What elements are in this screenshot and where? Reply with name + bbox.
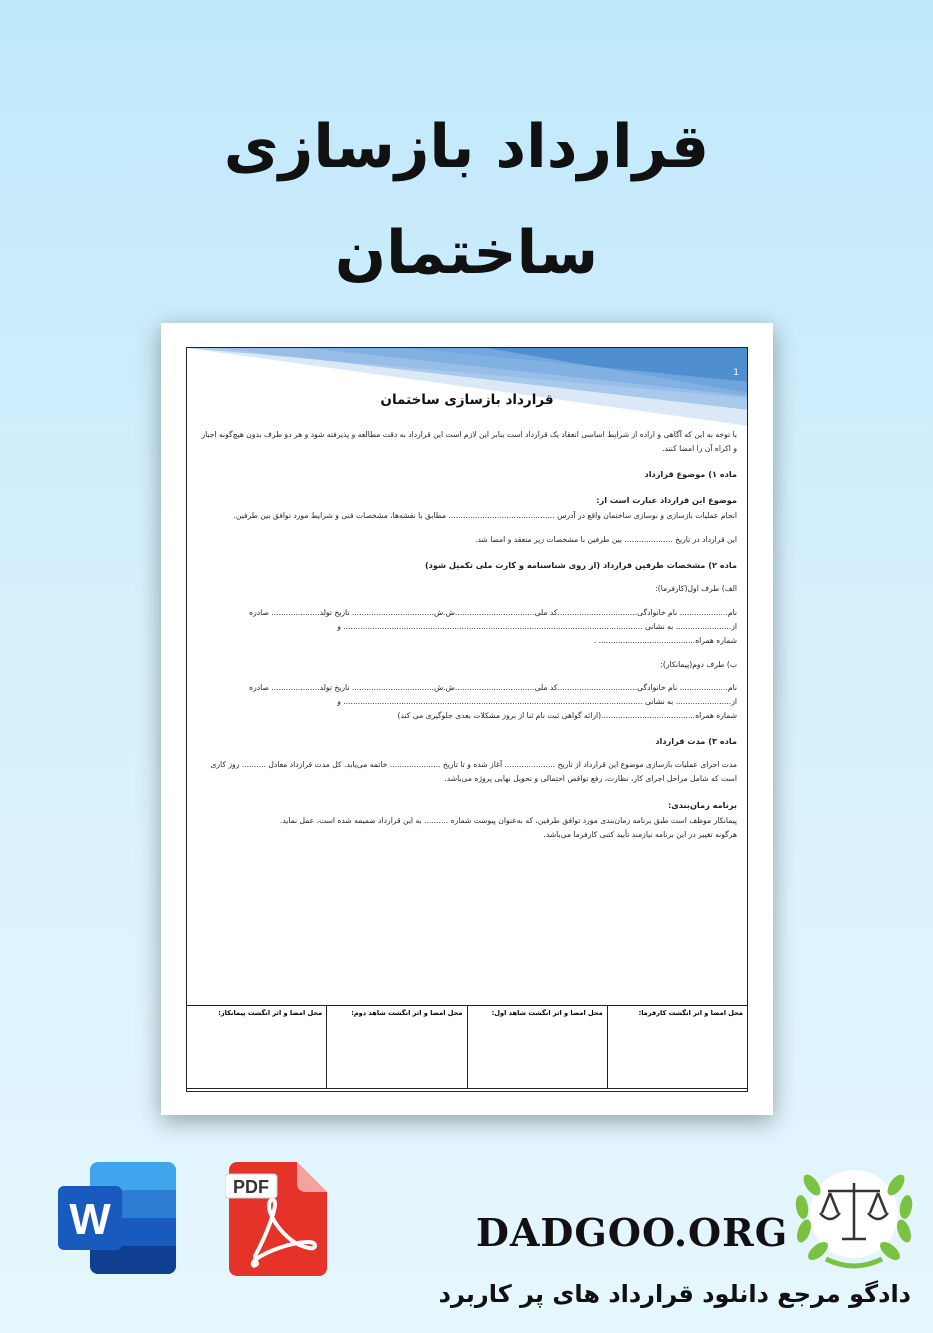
date-line: این قرارداد در تاریخ .................... بین طرفین با مشخصات زیر منعقد و امضا شد.: [475, 535, 737, 544]
main-title-line1: قرارداد بازسازی: [223, 112, 710, 182]
document-title: قرارداد بازسازی ساختمان: [380, 392, 554, 408]
tagline: دادگو مرجع دانلود قرارداد های پر کاربرد: [438, 1280, 911, 1308]
brand-name[interactable]: DADGOO.ORG: [476, 1210, 789, 1255]
header-banner-graphic: [187, 348, 748, 428]
pdf-icon[interactable]: [225, 1160, 329, 1278]
party-b-line3: شماره همراه.......................................(ارائه گواهی ثبت نام ثنا از بروز مشکلات بعدی جلوگیری می کند): [397, 711, 737, 720]
signature-cell-employer: محل امضا و اثر انگشت کارفرما:: [607, 1006, 747, 1088]
schedule-heading: برنامه زمان‌بندی:: [668, 800, 737, 810]
party-b-line1: نام.................... نام خانوادگی.................................کد ملی.................................ش.ش.................................. تاریخ تولد.................... صادره: [249, 683, 737, 692]
document-preview: [161, 323, 773, 1115]
document-body: [197, 428, 737, 842]
document-frame: [186, 347, 748, 1092]
party-a-line3: شماره همراه........................................ .: [593, 636, 737, 645]
word-icon[interactable]: [58, 1162, 178, 1274]
article3-text: مدت اجرای عملیات بازسازی موضوع این قرارداد از تاریخ ..................... آغاز شده و تا تاریخ ..................... خاتمه می‌یابد. کل مدت قرارداد معادل .......... روز کاری است که شامل مراحل اجرای کار، نظارت، رفع نواقص احتمالی و تحویل نهایی پروژه می‌باشد.: [210, 760, 737, 783]
signature-table: [187, 1005, 747, 1089]
main-title-line2: ساختمان: [334, 218, 599, 288]
article3-heading: ماده ۳) مدت قرارداد: [655, 736, 737, 746]
party-a-line1: نام.................... نام خانوادگی.................................کد ملی.................................ش.ش.................................. تاریخ تولد.................... صادره: [249, 608, 737, 617]
scales-logo-icon: [790, 1155, 918, 1273]
party-b-line2: از....................... به نشانی ............................................................................................................................ و: [337, 697, 737, 706]
signature-cell-witness1: محل امضا و اثر انگشت شاهد اول:: [467, 1006, 607, 1088]
schedule-text1: پیمانکار موظف است طبق برنامه زمان‌بندی مورد توافق طرفین، که به‌عنوان پیوست شماره .......... به این قرارداد ضمیمه شده است، عمل نماید.: [279, 816, 737, 825]
article1-text: انجام عملیات بازسازی و نوسازی ساختمان واقع در آدرس ............................................ مطابق با نقشه‌ها، مشخصات فنی و شرایط مورد توافق بین طرفین.: [233, 511, 737, 520]
signature-cell-witness2: محل امضا و اثر انگشت شاهد دوم:: [326, 1006, 466, 1088]
schedule-text2: هرگونه تغییر در این برنامه نیازمند تأیید کتبی کارفرما می‌باشد.: [543, 830, 737, 839]
page-number: 1: [733, 368, 739, 378]
article1-heading: ماده ۱) موضوع قرارداد: [644, 469, 737, 479]
party-a-line2: از....................... به نشانی ............................................................................................................................ و: [337, 622, 737, 631]
word-letter: W: [69, 1195, 111, 1244]
article1-subheading: موضوع این قرارداد عبارت است از:: [596, 495, 737, 505]
party-a-label: الف) طرف اول(کارفرما):: [655, 584, 737, 593]
intro-paragraph: با توجه به این که آگاهی و اراده از شرایط اساسی انعقاد یک قرارداد است بنابر این لازم است این قرارداد به دقت مطالعه و پذیرفته شود و هر دو طرف بدون هیچ‌گونه اجبار و اکراه آن را امضا کنند.: [201, 430, 737, 453]
party-b-label: ب) طرف دوم(پیمانکار):: [660, 660, 737, 669]
pdf-label: PDF: [233, 1177, 269, 1197]
article2-heading: ماده ۲) مشخصات طرفین قرارداد (از روی شناسنامه و کارت ملی تکمیل شود): [424, 560, 737, 570]
signature-cell-contractor: محل امضا و اثر انگشت پیمانکار:: [218, 1009, 323, 1017]
